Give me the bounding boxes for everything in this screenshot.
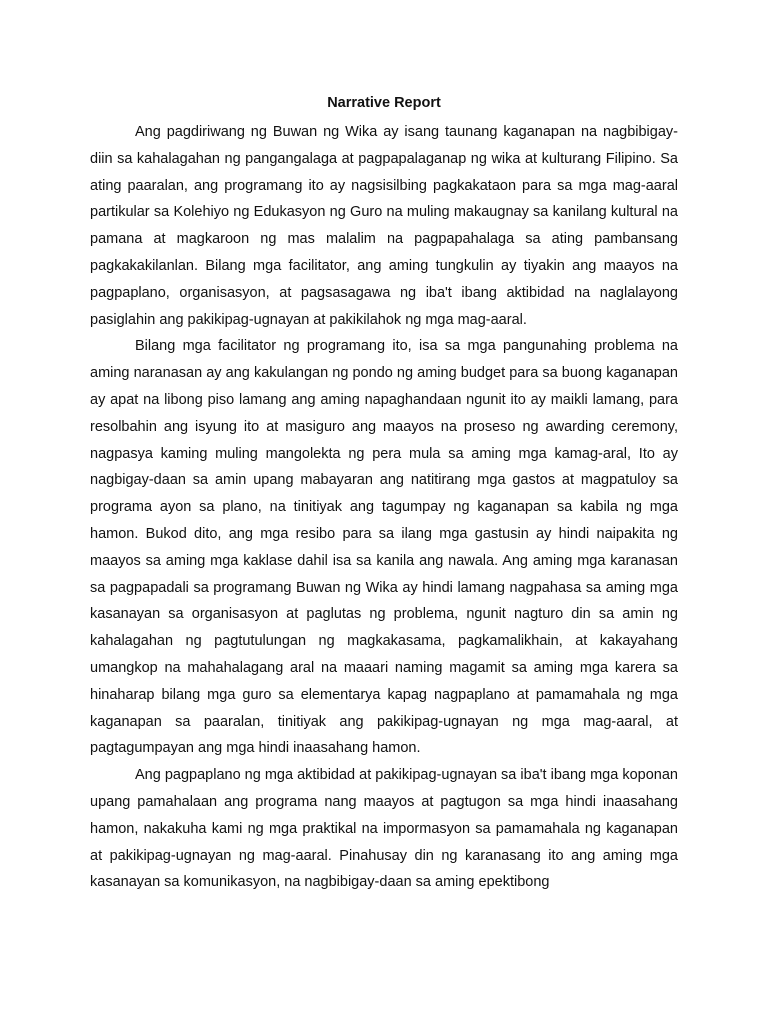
paragraph-planning: Ang pagpaplano ng mga aktibidad at pakikipag-ugnayan sa iba't ibang mga koponan upang pamahalaan ang programa nang maayos at pagtugon sa mga hindi inaasahang hamon, nakakuha kami ng mga praktikal na impormasyon sa pamamahala ng kaganapan at pakikipag-ugnayan ng mag-aaral. Pinahusay din ng karanasang ito ang aming mga kasanayan sa komunikasyon, na nagbibigay-daan sa aming epektibong: [90, 767, 678, 891]
document-page: [90, 91, 678, 896]
paragraph-challenges: Bilang mga facilitator ng programang ito, isa sa mga pangunahing problema na aming naranasan ay ang kakulangan ng pondo ng aming budget para sa buong kaganapan ay apat na libong piso lamang ang aming napaghandaan ngunit ito ay maikli lamang, para resolbahin ang isyung ito at masiguro ang maayos na proseso ng awarding ceremony, nagpasya kaming muling mangolekta ng pera mula sa aming mga kamag-aral, Ito ay nagbigay-daan sa amin upang mabayaran ang natitirang mga gastos at magpatuloy sa programa ayon sa plano, na tinitiyak ang tagumpay ng kaganapan sa kabila ng mga hamon. Bukod dito, ang mga resibo para sa ilang mga gastusin ay hindi naipakita ng maayos sa aming mga kaklase dahil isa sa kanila ang nawala. Ang aming mga karanasan sa pagpapadali sa programang Buwan ng Wika ay hindi lamang nagpahasa sa aming mga kasanayan sa organisasyon at paglutas ng problema, ngunit nagturo din sa amin ng kahalagahan ng pagtutulungan ng magkakasama, pagkamalikhain, at kakayahang umangkop na mahahalagang aral na maaari naming magamit sa aming mga karera sa hinaharap bilang mga guro sa elementarya kapag nagpaplano at pamamahala ng mga kaganapan sa paaralan, tinitiyak ang pakikipag-ugnayan ng mga mag-aaral, at pagtagumpayan ang mga hindi inaasahang hamon.: [90, 338, 678, 757]
paragraph-intro: Ang pagdiriwang ng Buwan ng Wika ay isang taunang kaganapan na nagbibigay-diin sa kahalagahan ng pangangalaga at pagpapalaganap ng wika at kulturang Filipino. Sa ating paaralan, ang programang ito ay nagsisilbing pagkakataon para sa mga mag-aaral partikular sa Kolehiyo ng Edukasyon ng Guro na muling makaugnay sa kanilang kultural na pamana at magkaroon ng mas malalim na pagpapahalaga sa ating pambansang pagkakakilanlan. Bilang mga facilitator, ang aming tungkulin ay tiyakin ang maayos na pagpaplano, organisasyon, at pagsasagawa ng iba't ibang aktibidad na naglalayong pasiglahin ang pakikipag-ugnayan at pakikilahok ng mga mag-aaral.: [90, 124, 678, 328]
document-title: Narrative Report: [327, 95, 441, 111]
